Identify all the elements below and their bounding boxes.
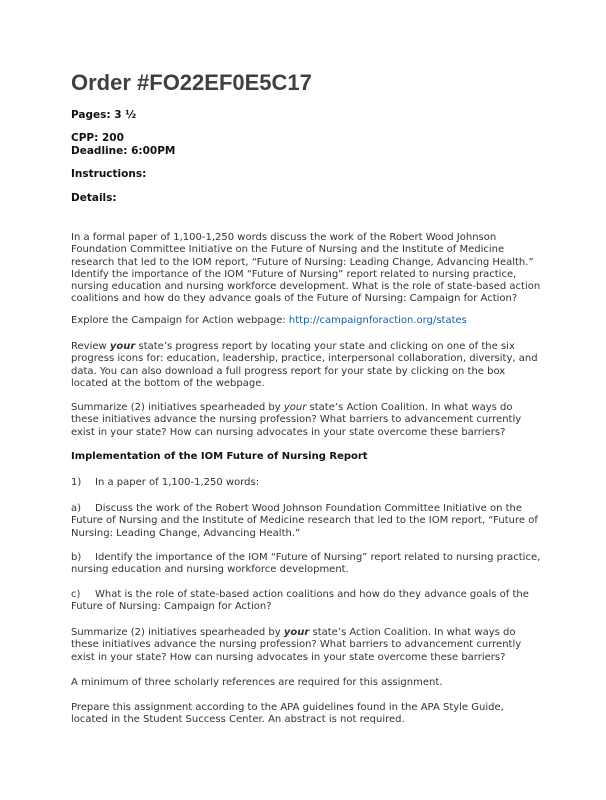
campaign-link[interactable]: http://campaignforaction.org/states [288,315,467,326]
summarize2-emphasis: your [283,627,310,638]
list-number: a) [71,503,82,514]
summarize-post: state’s Action Coalition. In what ways do these initiatives advance the nursing profession? What barriers to advancement currently exist in your state? How can nursing advocates in your state overcome these barriers? [71,402,522,438]
deadline-label: Deadline: 6:00PM [71,145,176,157]
intro-paragraph: In a formal paper of 1,100-1,250 words discuss the work of the Robert Wood Johnson Foundation Committee Initiative on the Future of Nursing and the Institute of Medicine research that led to the IOM report, “Future of Nursing: Leading Change, Advancing Health.” Identify the importance of the IOM “Future of Nursing” report related to nursing practice, nursing education and nursing workforce development. What is the role of state-based action coalitions and how do they advance goals of the Future of Nursing: Campaign for Action? [71,232,541,305]
summarize2-pre: Summarize (2) initiatives spearheaded by [71,627,284,638]
list-item-b [71,552,541,577]
instructions-label: Instructions: [71,168,147,180]
list-number: c) [71,589,81,600]
details-label: Details: [71,192,117,204]
review-paragraph [71,341,541,390]
references-paragraph: A minimum of three scholarly references are required for this assignment. [71,677,443,688]
list-text: What is the role of state-based action coalitions and how do they advance goals of the Future of Nursing: Campaign for Action? [71,589,529,613]
review-post: state’s progress report by locating your state and clicking on one of the six progress icons for: education, leadership, practice, interpersonal collaboration, diversity, and data. You can also download a full progress report for your state by clicking on the box located at the bottom of the webpage. [71,341,538,389]
list-text: In a paper of 1,100-1,250 words: [95,477,260,488]
cpp-label: CPP: 200 [71,132,124,144]
apa-paragraph: Prepare this assignment according to the APA guidelines found in the APA Style Guide, located in the Student Success Center. An abstract is not required. [71,702,504,726]
explore-text: Explore the Campaign for Action webpage: [71,315,289,326]
list-item-c [71,589,541,614]
list-text: Discuss the work of the Robert Wood Johnson Foundation Committee Initiative on the Future of Nursing and the Institute of Medicine research that led to the IOM report, “Future of Nursing: Leading Change, Advancing Health.” [71,503,538,539]
review-pre: Review [71,341,110,352]
pages-label: Pages: 3 ½ [71,109,137,121]
list-item-1 [71,477,541,489]
explore-paragraph [71,315,541,327]
order-title: Order #FO22EF0E5C17 [71,70,312,95]
section-heading: Implementation of the IOM Future of Nursing Report [71,451,368,462]
list-text: Identify the importance of the IOM “Future of Nursing” report related to nursing practice, nursing education and nursing workforce development. [71,552,541,576]
list-number: b) [71,552,82,563]
review-emphasis: your [109,341,136,352]
list-number: 1) [71,477,82,488]
summarize-emphasis: your [283,402,307,413]
summarize-paragraph-2 [71,627,541,664]
summarize-pre: Summarize (2) initiatives spearheaded by [71,402,284,413]
summarize2-post: state’s Action Coalition. In what ways do these initiatives advance the nursing profession? What barriers to advancement currently exist in your state? How can nursing advocates in your state overcome these barriers? [71,627,522,663]
list-item-a [71,503,541,540]
summarize-paragraph [71,402,541,439]
